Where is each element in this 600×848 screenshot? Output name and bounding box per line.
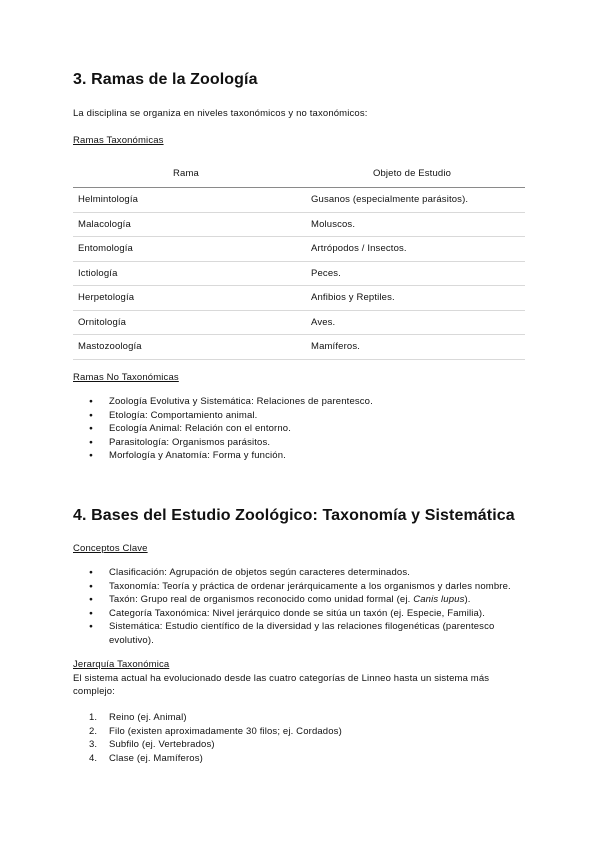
hierarchy-intro-line-2: complejo: [73, 686, 116, 697]
systematics-line-2: evolutivo). [109, 634, 154, 646]
hierarchy-intro-line-1: El sistema actual ha evolucionado desde las cuatro categorías de Linneo hasta un sistema más [73, 673, 490, 684]
rank-text: Reino (ej. Animal) [109, 712, 187, 723]
table-header-row [73, 159, 525, 188]
table-header-rama: Rama [73, 159, 299, 188]
table-cell-branch: Ornitología [73, 310, 299, 335]
list-item: ● Etología: Comportamiento animal. [73, 409, 373, 423]
list-item [73, 593, 511, 607]
table-cell-branch: Mastozoología [73, 335, 299, 360]
list-item: ● Taxonomía: Teoría y práctica de ordenar jerárquicamente a los organismos y darles nombre. [73, 580, 511, 594]
non-taxonomic-branches-heading: Ramas No Taxonómicas [73, 372, 179, 383]
table-cell-object: Mamíferos. [299, 335, 525, 360]
list-item [73, 752, 342, 766]
table-row [73, 310, 525, 335]
table-cell-branch: Herpetología [73, 286, 299, 311]
table-row [73, 188, 525, 213]
table-row [73, 212, 525, 237]
table-cell-branch: Ictiología [73, 261, 299, 286]
list-item: ● Zoología Evolutiva y Sistemática: Relaciones de parentesco. [73, 395, 373, 409]
list-item: ● Categoría Taxonómica: Nivel jerárquico donde se sitúa un taxón (ej. Especie, Familia). [73, 607, 511, 621]
rank-text: Clase (ej. Mamíferos) [109, 752, 203, 764]
rank-number: 1. [89, 712, 98, 723]
rank-text: Filo (existen aproximadamente 30 filos; ej. Cordados) [109, 725, 342, 737]
section-3-intro: La disciplina se organiza en niveles taxonómicos y no taxonómicos: [73, 108, 368, 119]
section-3-title: 3. Ramas de la Zoología [73, 71, 258, 88]
taxon-example-italic: Canis lupus [413, 594, 465, 605]
list-item: ● Morfología y Anatomía: Forma y función. [73, 449, 373, 463]
systematics-line-1: ● Sistemática: Estudio científico de la diversidad y las relaciones filogenéticas (parentesco [109, 621, 495, 632]
table-cell-object: Peces. [299, 261, 525, 286]
rank-number: 2. [89, 725, 98, 737]
list-item [73, 725, 342, 739]
branches-table [73, 159, 525, 360]
table-cell-object: Anfibios y Reptiles. [299, 286, 525, 311]
table-cell-branch: Helmintología [73, 188, 299, 213]
table-cell-branch: Malacología [73, 212, 299, 237]
list-item [73, 620, 511, 647]
taxonomic-ranks-list [73, 711, 342, 765]
list-item: ● Ecología Animal: Relación con el entorno. [73, 422, 373, 436]
table-cell-object: Aves. [299, 310, 525, 335]
list-item [73, 738, 342, 752]
non-taxonomic-list [73, 395, 373, 463]
table-row [73, 335, 525, 360]
list-item: ● Parasitología: Organismos parásitos. [73, 436, 373, 450]
table-row [73, 237, 525, 262]
key-concepts-heading: Conceptos Clave [73, 543, 148, 554]
table-row [73, 286, 525, 311]
table-row [73, 261, 525, 286]
table-cell-object: Gusanos (especialmente parásitos). [299, 188, 525, 213]
rank-text: Subfilo (ej. Vertebrados) [109, 739, 215, 750]
taxonomic-branches-heading: Ramas Taxonómicas [73, 135, 164, 146]
table-header-objeto: Objeto de Estudio [299, 159, 525, 188]
rank-number: 3. [89, 739, 98, 750]
list-item [73, 711, 342, 725]
hierarchy-heading: Jerarquía Taxonómica [73, 659, 170, 670]
taxon-prefix: Taxón: Grupo real de organismos reconocido como unidad formal (ej. [109, 594, 414, 605]
section-4-title: 4. Bases del Estudio Zoológico: Taxonomía y Sistemática [73, 507, 515, 524]
table-cell-object: Artrópodos / Insectos. [299, 237, 525, 262]
table-cell-object: Moluscos. [299, 212, 525, 237]
taxon-suffix: ). [464, 594, 471, 605]
list-item: ● Clasificación: Agrupación de objetos según caracteres determinados. [73, 566, 511, 580]
table-cell-branch: Entomología [73, 237, 299, 262]
rank-number: 4. [89, 752, 98, 764]
key-concepts-list [73, 566, 511, 647]
